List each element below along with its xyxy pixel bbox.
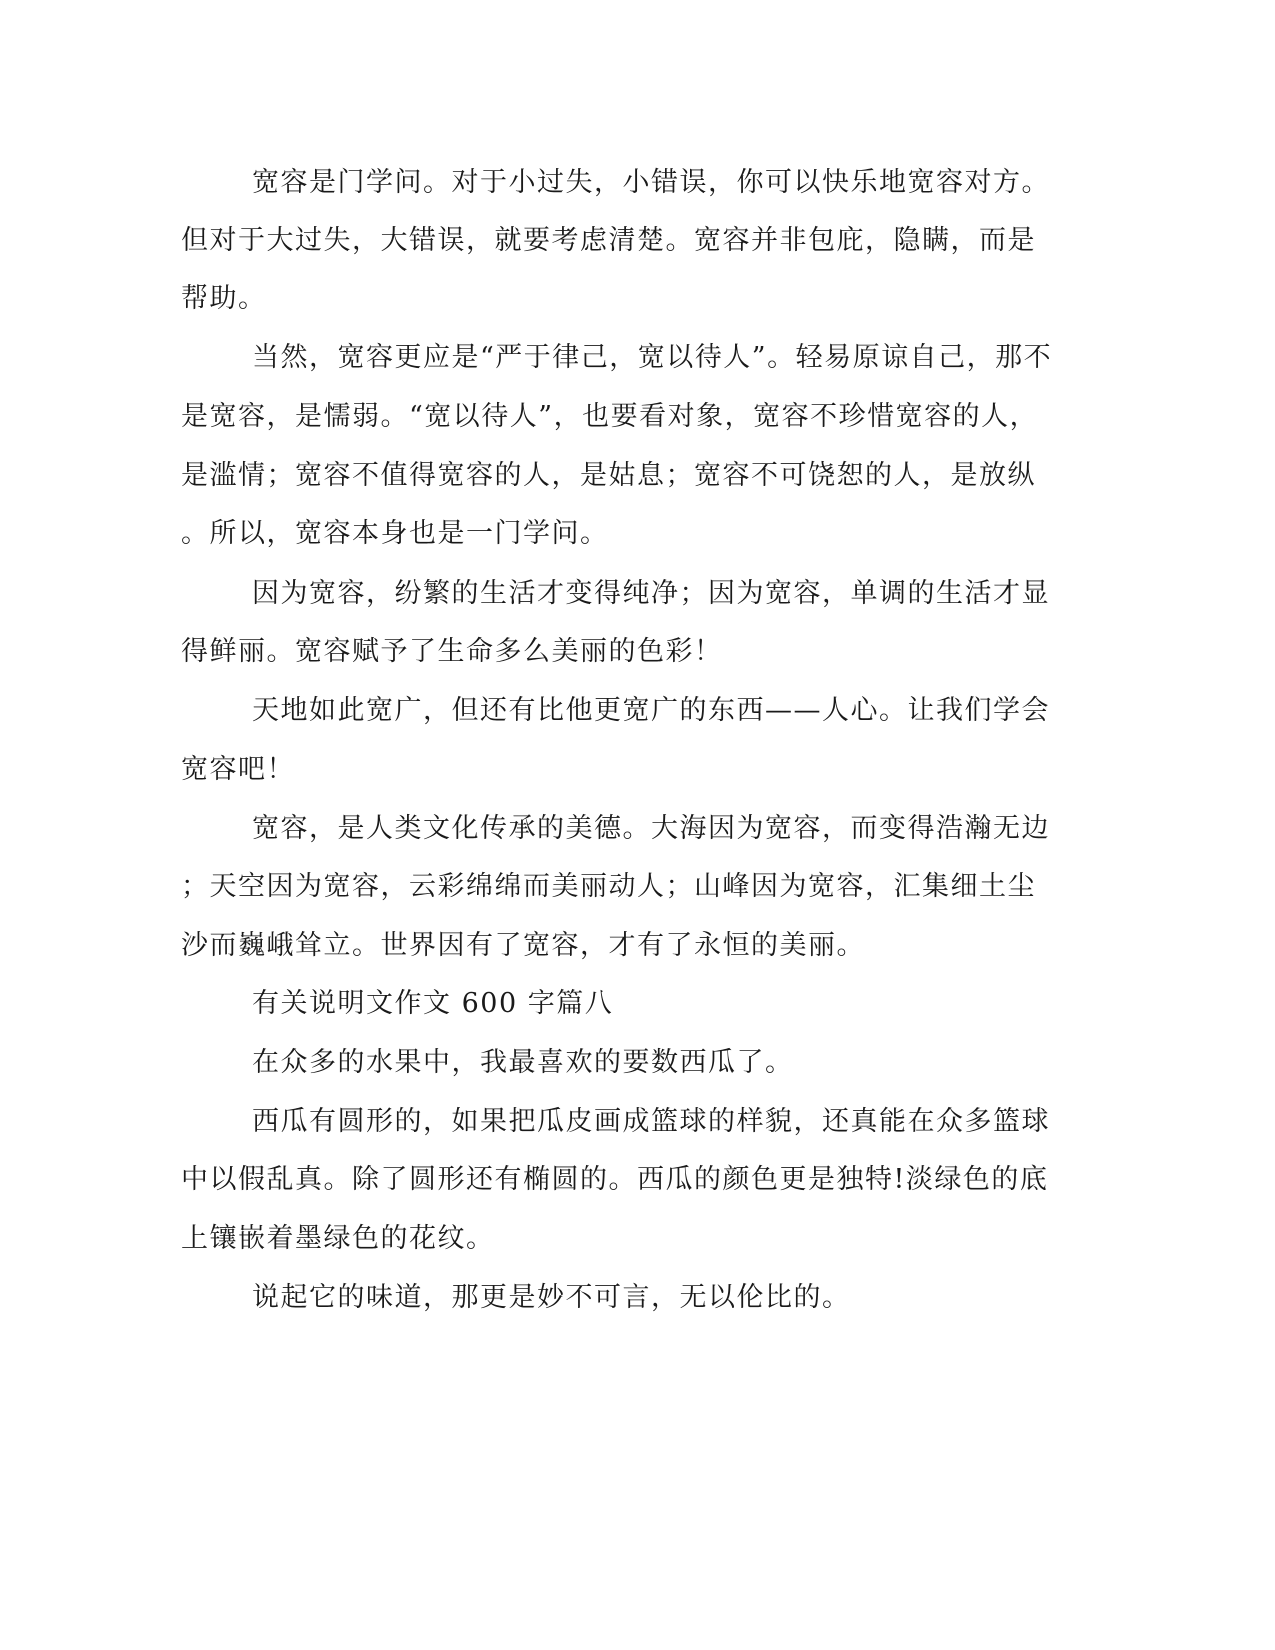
paragraph-7-line-1: 西瓜有圆形的，如果把瓜皮画成篮球的样貌，还真能在众多篮球 xyxy=(252,1106,1050,1137)
paragraph-1-line-1: 宽容是门学问。对于小过失，小错误，你可以快乐地宽容对方。 xyxy=(252,167,1050,198)
paragraph-5-line-2: ；天空因为宽容，云彩绵绵而美丽动人；山峰因为宽容，汇集细土尘 xyxy=(181,871,1036,902)
paragraph-2-line-4: 。所以，宽容本身也是一门学问。 xyxy=(181,518,609,549)
paragraph-6-line-1: 在众多的水果中，我最喜欢的要数西瓜了。 xyxy=(252,1047,794,1078)
paragraph-1-line-3: 帮助。 xyxy=(181,283,267,314)
paragraph-5-line-1: 宽容，是人类文化传承的美德。大海因为宽容，而变得浩瀚无边 xyxy=(252,813,1050,844)
paragraph-7-line-3: 上镶嵌着墨绿色的花纹。 xyxy=(181,1223,495,1254)
paragraph-2-line-1: 当然，宽容更应是“严于律己，宽以待人”。轻易原谅自己，那不 xyxy=(252,342,1053,373)
paragraph-8-line-1: 说起它的味道，那更是妙不可言，无以伦比的。 xyxy=(252,1282,851,1313)
paragraph-1-line-2: 但对于大过失，大错误，就要考虑清楚。宽容并非包庇，隐瞒，而是 xyxy=(181,225,1036,256)
paragraph-2-line-2: 是宽容，是懦弱。“宽以待人”，也要看对象，宽容不珍惜宽容的人， xyxy=(181,401,1039,432)
paragraph-5-line-3: 沙而巍峨耸立。世界因有了宽容，才有了永恒的美丽。 xyxy=(181,930,865,961)
paragraph-4-line-1: 天地如此宽广，但还有比他更宽广的东西——人心。让我们学会 xyxy=(252,695,1050,726)
paragraph-4-line-2: 宽容吧！ xyxy=(181,754,295,785)
paragraph-7-line-2: 中以假乱真。除了圆形还有椭圆的。西瓜的颜色更是独特!淡绿色的底 xyxy=(181,1164,1049,1195)
section-heading: 有关说明文作文 600 字篇八 xyxy=(252,988,614,1019)
paragraph-3-line-1: 因为宽容，纷繁的生活才变得纯净；因为宽容，单调的生活才显 xyxy=(252,578,1050,609)
paragraph-2-line-3: 是滥情；宽容不值得宽容的人，是姑息；宽容不可饶恕的人，是放纵 xyxy=(181,460,1036,491)
paragraph-3-line-2: 得鲜丽。宽容赋予了生命多么美丽的色彩！ xyxy=(181,636,723,667)
